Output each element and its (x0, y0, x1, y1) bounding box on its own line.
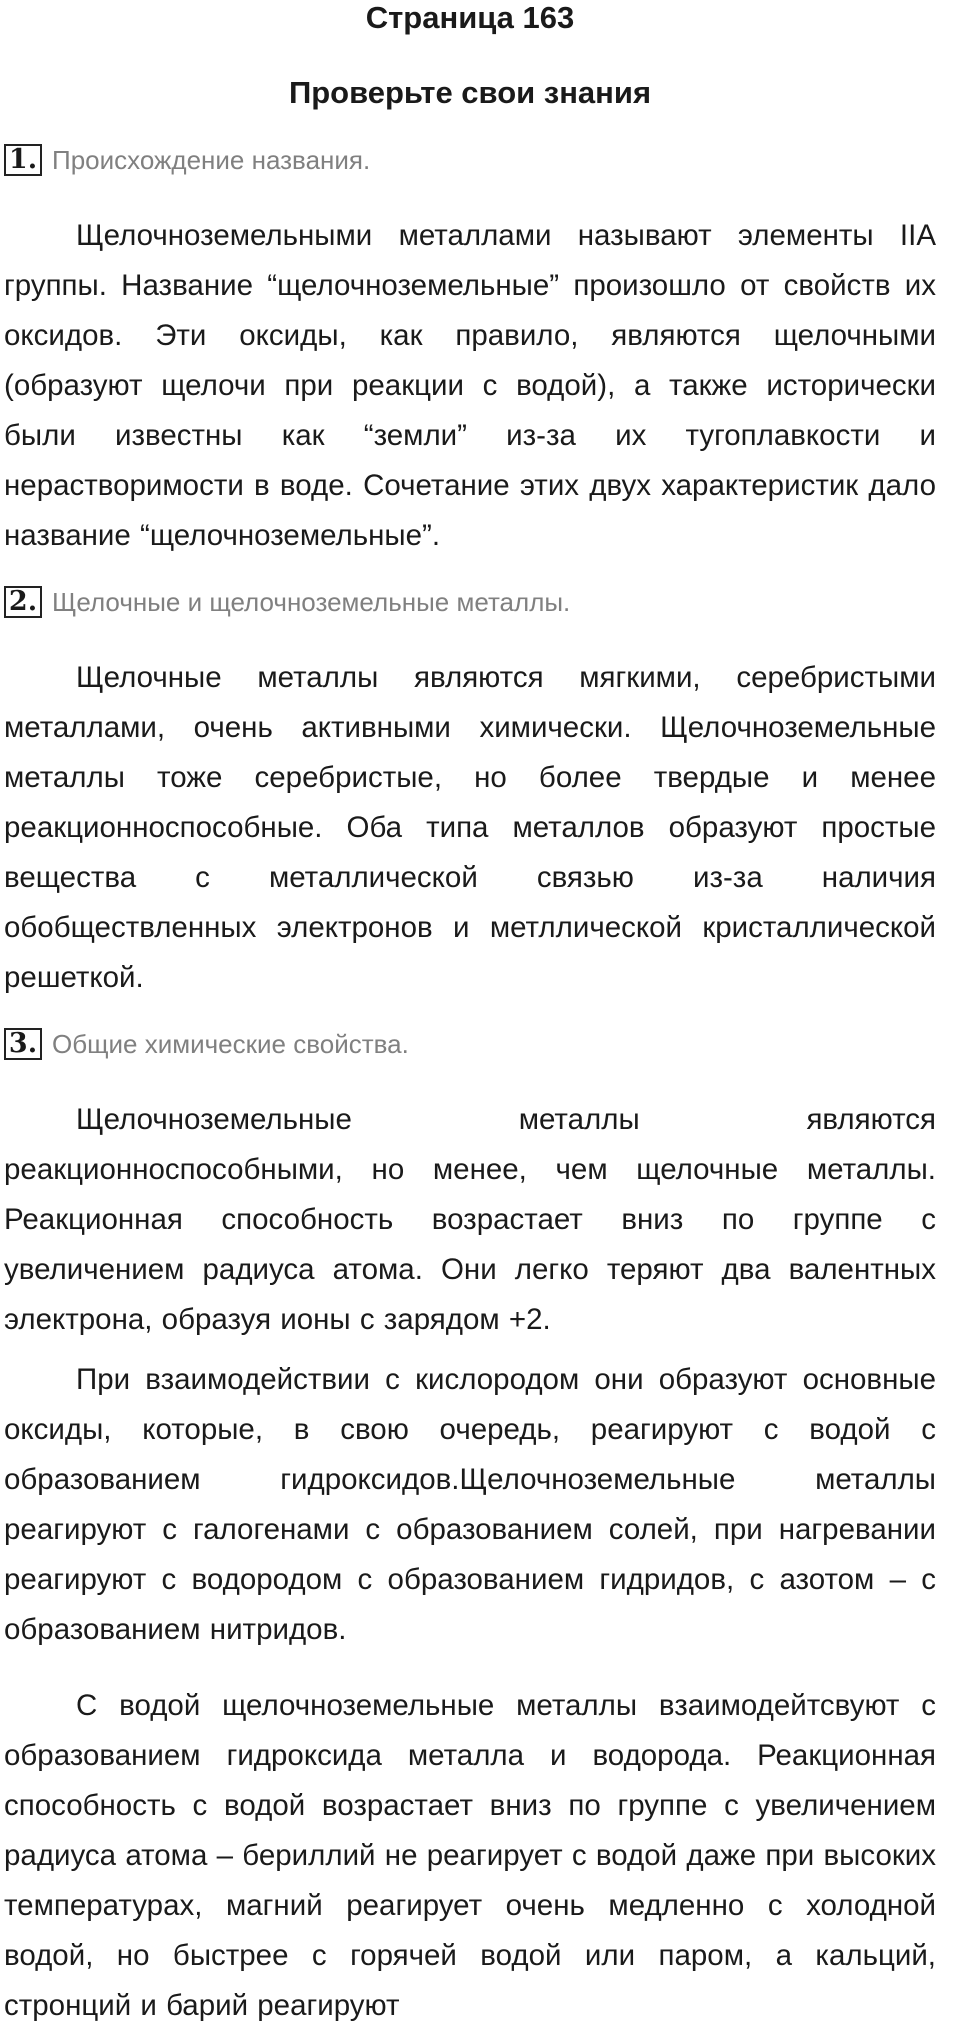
page-subtitle: Проверьте свои знания (288, 75, 652, 110)
task-number-box: 2. (4, 586, 42, 618)
page-title: Страница 163 (365, 0, 575, 35)
task-title: Происхождение названия. (52, 144, 371, 175)
task-number-box: 1. (4, 144, 42, 176)
task-2-paragraph-1: Щелочные металлы являются мягкими, серебристыми металлами, очень активными химически. Щелочноземельные металлы тоже серебристые, но более твердые и менее реакционноспособные. Оба типа металлов образуют простые вещества с металлической связью из-за наличия обобществленных электронов и метллической кристаллической решеткой. (4, 661, 936, 994)
task-3-header (0, 1025, 940, 1063)
task-number-box: 3. (4, 1028, 42, 1060)
task-1-paragraph-1: Щелочноземельными металлами называют элементы IIA группы. Название “щелочноземельные” произошло от свойств их оксидов. Эти оксиды, как правило, являются щелочными (образуют щелочи при реакции с водой), а также исторически были известны как “земли” из-за их тугоплавкости и нерастворимости в воде. Сочетание этих двух характеристик дало название “щелочноземельные”. (4, 219, 936, 552)
task-1-header (0, 141, 940, 179)
task-2-header (0, 583, 940, 621)
task-3-paragraph-1: Щелочноземельные металлы являются реакционноспособными, но менее, чем щелочные металлы. Реакционная способность возрастает вниз по группе с увеличением радиуса атома. Они легко теряют два валентных электрона, образуя ионы с зарядом +2. (4, 1103, 936, 1336)
task-3-paragraph-2: При взаимодействии с кислородом они образуют основные оксиды, которые, в свою очередь, реагируют с водой с образованием гидроксидов.Щелочноземельные металлы реагируют с галогенами с образованием солей, при нагревании реагируют с водородом с образованием гидридов, с азотом – с образованием нитридов. (4, 1363, 936, 1646)
task-title: Общие химические свойства. (52, 1028, 409, 1059)
task-title: Щелочные и щелочноземельные металлы. (52, 586, 571, 617)
task-3-paragraph-3: С водой щелочноземельные металлы взаимодейтсвуют с образованием гидроксида металла и водорода. Реакционная способность с водой возрастает вниз по группе с увеличением радиуса атома – бериллий не реагирует с водой даже при высоких температурах, магний реагирует очень медленно с холодной водой, но быстрее с горячей водой или паром, а кальций, стронций и барий реагируют (4, 1689, 936, 2022)
